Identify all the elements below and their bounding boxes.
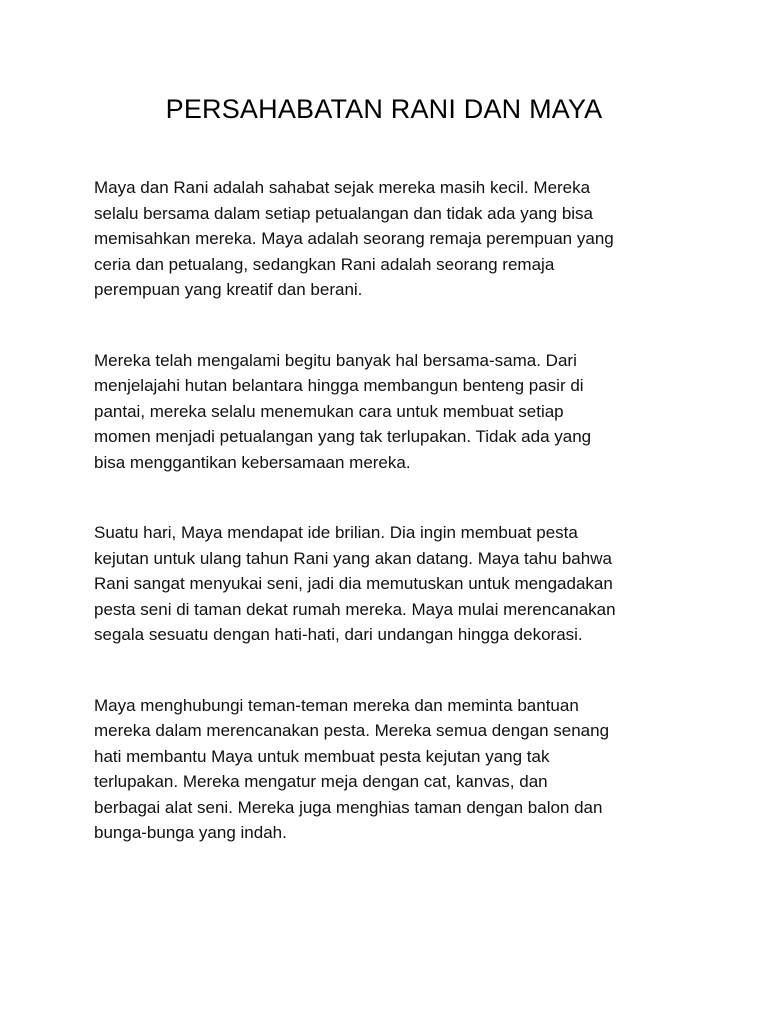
document-body: [94, 175, 694, 846]
document-title: PERSAHABATAN RANI DAN MAYA: [165, 94, 603, 124]
paragraph-line: Suatu hari, Maya mendapat ide brilian. Dia ingin membuat pesta: [94, 523, 578, 542]
paragraph-line: bunga-bunga yang indah.: [94, 823, 287, 842]
paragraph-4: [94, 693, 694, 846]
paragraph-line: menjelajahi hutan belantara hingga membangun benteng pasir di: [94, 376, 584, 395]
paragraph-line: Rani sangat menyukai seni, jadi dia memutuskan untuk mengadakan: [94, 574, 613, 593]
paragraph-1: [94, 175, 694, 303]
paragraph-line: mereka dalam merencanakan pesta. Mereka semua dengan senang: [94, 721, 610, 740]
paragraph-line: memisahkan mereka. Maya adalah seorang remaja perempuan yang: [94, 229, 614, 248]
paragraph-2: [94, 348, 694, 476]
paragraph-line: momen menjadi petualangan yang tak terlupakan. Tidak ada yang: [94, 427, 592, 446]
paragraph-line: terlupakan. Mereka mengatur meja dengan cat, kanvas, dan: [94, 772, 548, 791]
paragraph-3: [94, 520, 694, 648]
paragraph-line: segala sesuatu dengan hati-hati, dari undangan hingga dekorasi.: [94, 625, 583, 644]
paragraph-line: perempuan yang kreatif dan berani.: [94, 280, 363, 299]
paragraph-line: ceria dan petualang, sedangkan Rani adalah seorang remaja: [94, 254, 555, 274]
paragraph-line: berbagai alat seni. Mereka juga menghias taman dengan balon dan: [94, 797, 603, 817]
paragraph-line: pesta seni di taman dekat rumah mereka. Maya mulai merencanakan: [94, 599, 616, 619]
paragraph-line: kejutan untuk ulang tahun Rani yang akan datang. Maya tahu bahwa: [94, 548, 612, 568]
paragraph-line: Maya dan Rani adalah sahabat sejak mereka masih kecil. Mereka: [94, 178, 591, 197]
paragraph-line: Mereka telah mengalami begitu banyak hal bersama-sama. Dari: [94, 350, 577, 370]
paragraph-line: Maya menghubungi teman-teman mereka dan meminta bantuan: [94, 695, 579, 715]
paragraph-line: bisa menggantikan kebersamaan mereka.: [94, 452, 411, 472]
paragraph-line: selalu bersama dalam setiap petualangan dan tidak ada yang bisa: [94, 203, 594, 223]
paragraph-line: pantai, mereka selalu menemukan cara untuk membuat setiap: [94, 401, 564, 421]
paragraph-line: hati membantu Maya untuk membuat pesta kejutan yang tak: [94, 746, 550, 766]
